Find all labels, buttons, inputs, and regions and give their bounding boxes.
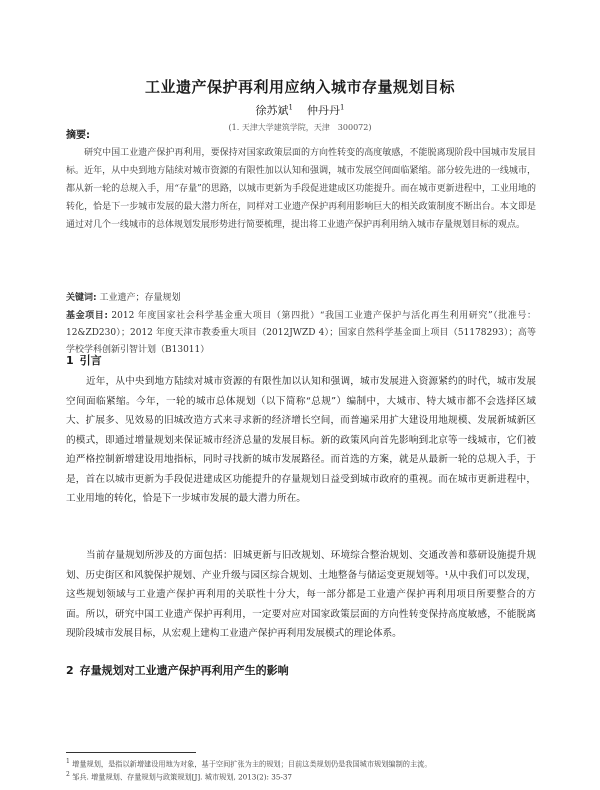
footnotes [66, 756, 536, 783]
keywords-label: 关键词: [66, 293, 97, 303]
section-heading [66, 662, 289, 678]
author-name: 徐苏斌 [255, 104, 289, 117]
body-paragraph: 当前存量规划所涉及的方面包括：旧城更新与旧改规划、环境综合整治规划、交通改善和慕研设施提升规划、历史街区和风貌保护规划、产业升级与园区综合规划、土地整备与储运变更规划等。¹从中我们可以发现，这些规划领域与工业遗产保护再利用的关联性十分大，每一部分都是工业遗产保护再利用项目所要整合的方面。所以，研究中国工业遗产保护再利用，一定要对应对国家政策层面的方向性转变保持高度敏感，不能脱离现阶段城市发展目标，从宏观上建构工业遗产保护再利用发展模式的理论体系。 [66, 550, 536, 639]
funding [66, 308, 536, 359]
paper-title: 工业遗产保护再利用应纳入城市存量规划目标 [144, 78, 455, 96]
abstract-label: 摘要: [66, 130, 90, 141]
footnote-text: 邹兵. 增量规划、存量规划与政策规划[J]. 城市规划, 2013(2): 35-37 [72, 772, 292, 782]
author-name: 仲丹丹 [307, 104, 340, 117]
abstract-text: 研究中国工业遗产保护再利用，要保持对国家政策层面的方向性转变的高度敏感，不能脱离现阶段中国城市发展目标。近年，从中央到地方陆续对城市资源的有限性加以认知和强调，城市发展空间面临紧缩。部分较先进的一线城市，都从新一轮的总规入手，用“存量”的思路，以城市更新为手段促进建成区功能提升。而在城市更新进程中，工业用地的转化，恰是下一步城市发展的最大潜力所在，同样对工业遗产保护再利用影响巨大的相关政策制度不断出台。本文即是通过对几个一线城市的总体规划发展形势进行简要梳理，提出将工业遗产保护再利用纳入城市存量规划目标的观点。 [66, 148, 536, 230]
funding-text: 2012 年度国家社会科学基金重大项目（第四批）“我国工业遗产保护与活化再生利用研究”（批准号：12&ZD230）；2012 年度天津市教委重大项目（2012JWZD 4）；国家自然科学基金面上项目（51178293）；高等学校学科创新引智计划（B13011） [66, 311, 536, 355]
section-title: 存量规划对工业遗产保护再利用产生的影响 [79, 664, 289, 677]
body-paragraph: 近年，从中央到地方陆续对城市资源的有限性加以认知和强调，城市发展进入资源紧约的时代，城市发展空间面临紧缩。今年，一轮的城市总体规划（以下简称“总规”）编制中，大城市、特大城市都不会选择区域大、扩展多、见效易的旧城改造方式来寻求新的经济增长空间，而普遍采用扩大建设用地规模、发展新城新区的模式，即通过增量规划来保证城市经济总量的发展目标。新的政策风向首先影响到北京等一线城市，它们被迫严格控制新增建设用地指标，同时寻找新的城市发展路径。而首选的方案，就是从最新一轮的总规入手，于是，首在以城市更新为手段促进建成区功能提升的存量规划日益受到城市政府的重视。而在城市更新进程中，工业用地的转化，恰是下一步城市发展的最大潜力所在。 [66, 376, 536, 504]
section-heading [66, 352, 102, 368]
author-affil-mark: 1 [340, 103, 345, 112]
footnote-text: 增量规划，是指以新增建设用地为对象，基于空间扩张为主的规划；目前这类规划仍是我国城市规划编制的主流。 [72, 759, 432, 769]
section-number: 2 [66, 664, 74, 677]
footnote-mark: 2 [66, 771, 70, 779]
keywords-text: 工业遗产；存量规划 [99, 293, 181, 303]
footnote [66, 756, 536, 769]
section-title: 引言 [79, 354, 102, 367]
affiliation: (1. 天津大学建筑学院，天津 300072) [228, 123, 372, 132]
footnote-divider [66, 752, 196, 753]
section-number: 1 [66, 354, 74, 367]
author-line [0, 102, 600, 118]
author-affil-mark: 1 [288, 103, 293, 112]
funding-label: 基金项目: [66, 311, 108, 321]
keywords [66, 290, 536, 303]
footnote [66, 769, 536, 782]
footnote-mark: 1 [66, 758, 70, 765]
